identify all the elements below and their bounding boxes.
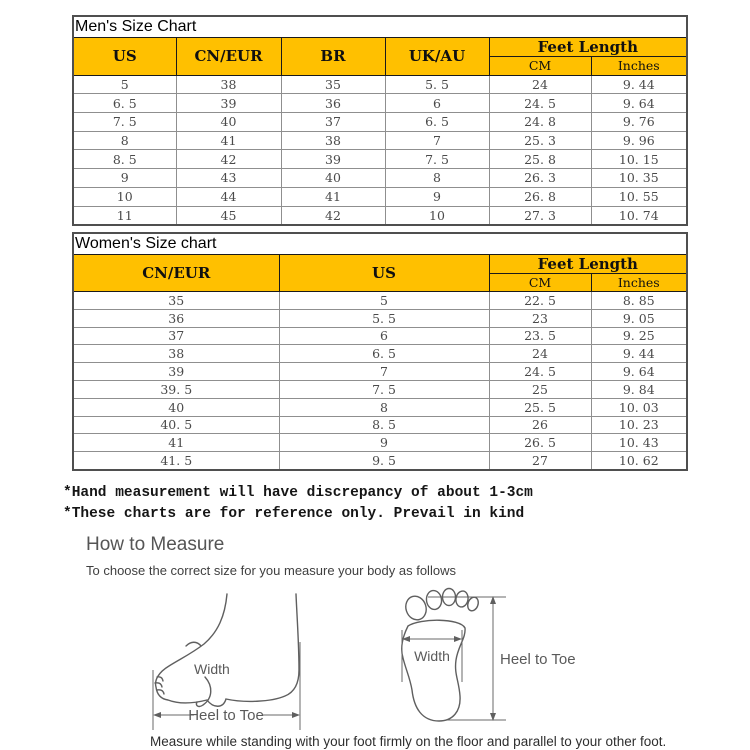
table-cell: 6. 5 xyxy=(385,113,489,132)
mens-chart-title: Men's Size Chart xyxy=(75,18,197,35)
table-cell: 36 xyxy=(73,309,279,327)
table-cell: 22. 5 xyxy=(489,291,591,309)
table-cell: 5 xyxy=(279,291,489,309)
table-cell: 9. 64 xyxy=(591,363,687,381)
col-header-feet-length: Feet Length xyxy=(489,255,687,274)
table-cell: 26. 8 xyxy=(489,187,591,206)
table-cell: 44 xyxy=(176,187,281,206)
col-header-us: US xyxy=(279,255,489,292)
table-cell: 9 xyxy=(279,434,489,452)
table-row xyxy=(73,452,687,470)
table-cell: 26 xyxy=(489,416,591,434)
table-cell: 10. 74 xyxy=(591,206,687,225)
table-row xyxy=(73,131,687,150)
table-cell: 41 xyxy=(281,187,385,206)
foot-side-view-diagram xyxy=(150,584,310,736)
table-cell: 23 xyxy=(489,309,591,327)
col-header-br: BR xyxy=(281,38,385,76)
womens-size-table xyxy=(72,232,688,471)
table-cell: 24 xyxy=(489,345,591,363)
table-cell: 40 xyxy=(73,398,279,416)
table-cell: 27. 3 xyxy=(489,206,591,225)
table-cell: 10. 35 xyxy=(591,169,687,188)
table-cell: 10 xyxy=(385,206,489,225)
table-cell: 24 xyxy=(489,75,591,94)
arrowhead-left xyxy=(153,712,161,718)
table-cell: 41. 5 xyxy=(73,452,279,470)
table-cell: 6. 5 xyxy=(279,345,489,363)
table-cell: 25. 5 xyxy=(489,398,591,416)
table-cell: 7 xyxy=(385,131,489,150)
table-cell: 6 xyxy=(385,94,489,113)
table-row xyxy=(73,398,687,416)
measure-caption: Measure while standing with your foot firmly on the floor and parallel to your other foot. xyxy=(150,733,667,749)
table-cell: 35 xyxy=(281,75,385,94)
arrowhead-right xyxy=(292,712,300,718)
table-cell: 37 xyxy=(73,327,279,345)
table-cell: 40. 5 xyxy=(73,416,279,434)
sole-width-label: Width xyxy=(414,647,450,664)
side-width-label: Width xyxy=(194,660,230,677)
table-cell: 8 xyxy=(385,169,489,188)
table-cell: 7. 5 xyxy=(385,150,489,169)
table-cell: 11 xyxy=(73,206,176,225)
table-cell: 7. 5 xyxy=(279,380,489,398)
table-cell: 41 xyxy=(176,131,281,150)
col-header-cm: CM xyxy=(489,57,591,76)
big-toe xyxy=(403,593,429,622)
table-row xyxy=(73,345,687,363)
table-cell: 25. 8 xyxy=(489,150,591,169)
table-cell: 10. 55 xyxy=(591,187,687,206)
toe-2 xyxy=(425,590,442,611)
table-cell: 27 xyxy=(489,452,591,470)
table-row xyxy=(73,416,687,434)
mens-size-table xyxy=(72,15,688,226)
table-row xyxy=(73,94,687,113)
table-cell: 8. 5 xyxy=(279,416,489,434)
table-cell: 39. 5 xyxy=(73,380,279,398)
table-cell: 9. 64 xyxy=(591,94,687,113)
table-cell: 10. 43 xyxy=(591,434,687,452)
table-row xyxy=(73,169,687,188)
table-row xyxy=(73,75,687,94)
table-row xyxy=(73,150,687,169)
table-cell: 43 xyxy=(176,169,281,188)
col-header-inches: Inches xyxy=(591,274,687,292)
table-cell: 7 xyxy=(279,363,489,381)
table-cell: 8 xyxy=(279,398,489,416)
table-row xyxy=(73,206,687,225)
table-row xyxy=(73,434,687,452)
side-heel-to-toe-label: Heel to Toe xyxy=(188,706,264,724)
table-cell: 7. 5 xyxy=(73,113,176,132)
col-header-cm: CM xyxy=(489,274,591,292)
table-cell: 10 xyxy=(73,187,176,206)
table-cell: 9. 96 xyxy=(591,131,687,150)
table-cell: 9. 84 xyxy=(591,380,687,398)
table-cell: 10. 23 xyxy=(591,416,687,434)
mens-table-body xyxy=(73,75,687,225)
table-cell: 23. 5 xyxy=(489,327,591,345)
table-row xyxy=(73,291,687,309)
sole-outline xyxy=(402,620,465,721)
table-row xyxy=(73,380,687,398)
table-cell: 5 xyxy=(73,75,176,94)
toe-prints xyxy=(403,588,480,622)
table-cell: 45 xyxy=(176,206,281,225)
table-cell: 42 xyxy=(281,206,385,225)
table-cell: 10. 62 xyxy=(591,452,687,470)
footnote-reference-only: *These charts are for reference only. Prevail in kind xyxy=(63,505,525,522)
table-cell: 37 xyxy=(281,113,385,132)
table-cell: 38 xyxy=(281,131,385,150)
table-cell: 39 xyxy=(73,363,279,381)
how-to-measure-subtitle: To choose the correct size for you measure your body as follows xyxy=(86,562,456,578)
womens-table-body xyxy=(73,291,687,469)
table-cell: 8. 5 xyxy=(73,150,176,169)
table-cell: 9. 44 xyxy=(591,75,687,94)
foot-side-outline xyxy=(156,594,299,706)
table-cell: 40 xyxy=(281,169,385,188)
table-cell: 41 xyxy=(73,434,279,452)
table-row xyxy=(73,187,687,206)
table-cell: 8 xyxy=(73,131,176,150)
table-cell: 38 xyxy=(73,345,279,363)
how-to-measure-title: How to Measure xyxy=(86,533,225,555)
table-cell: 39 xyxy=(281,150,385,169)
table-cell: 9 xyxy=(73,169,176,188)
table-cell: 26. 5 xyxy=(489,434,591,452)
table-cell: 24. 5 xyxy=(489,94,591,113)
table-cell: 35 xyxy=(73,291,279,309)
measurement-diagrams xyxy=(0,580,750,730)
col-header-inches: Inches xyxy=(591,57,687,76)
table-row xyxy=(73,363,687,381)
table-cell: 9. 25 xyxy=(591,327,687,345)
table-cell: 6. 5 xyxy=(73,94,176,113)
col-header-uk-au: UK/AU xyxy=(385,38,489,76)
table-cell: 25 xyxy=(489,380,591,398)
col-header-us: US xyxy=(73,38,176,76)
table-cell: 9. 44 xyxy=(591,345,687,363)
table-cell: 6 xyxy=(279,327,489,345)
table-cell: 9. 5 xyxy=(279,452,489,470)
table-cell: 9 xyxy=(385,187,489,206)
table-row xyxy=(73,327,687,345)
table-cell: 24. 5 xyxy=(489,363,591,381)
table-row xyxy=(73,113,687,132)
footnote-measurement-discrepancy: *Hand measurement will have discrepancy of about 1-3cm xyxy=(63,484,533,501)
table-cell: 10. 15 xyxy=(591,150,687,169)
sole-heel-to-toe-label: Heel to Toe xyxy=(500,650,576,668)
table-cell: 10. 03 xyxy=(591,398,687,416)
table-cell: 9. 76 xyxy=(591,113,687,132)
table-cell: 9. 05 xyxy=(591,309,687,327)
col-header-cn-eur: CN/EUR xyxy=(73,255,279,292)
table-cell: 26. 3 xyxy=(489,169,591,188)
table-cell: 5. 5 xyxy=(385,75,489,94)
womens-chart-title: Women's Size chart xyxy=(75,235,217,253)
table-row xyxy=(73,309,687,327)
foot-sole-view-diagram xyxy=(396,580,586,732)
table-cell: 42 xyxy=(176,150,281,169)
footnotes xyxy=(63,483,750,525)
table-cell: 25. 3 xyxy=(489,131,591,150)
table-cell: 36 xyxy=(281,94,385,113)
table-cell: 8. 85 xyxy=(591,291,687,309)
table-cell: 40 xyxy=(176,113,281,132)
table-cell: 5. 5 xyxy=(279,309,489,327)
col-header-feet-length: Feet Length xyxy=(489,38,687,57)
table-cell: 39 xyxy=(176,94,281,113)
col-header-cn-eur: CN/EUR xyxy=(176,38,281,76)
table-cell: 38 xyxy=(176,75,281,94)
table-cell: 24. 8 xyxy=(489,113,591,132)
